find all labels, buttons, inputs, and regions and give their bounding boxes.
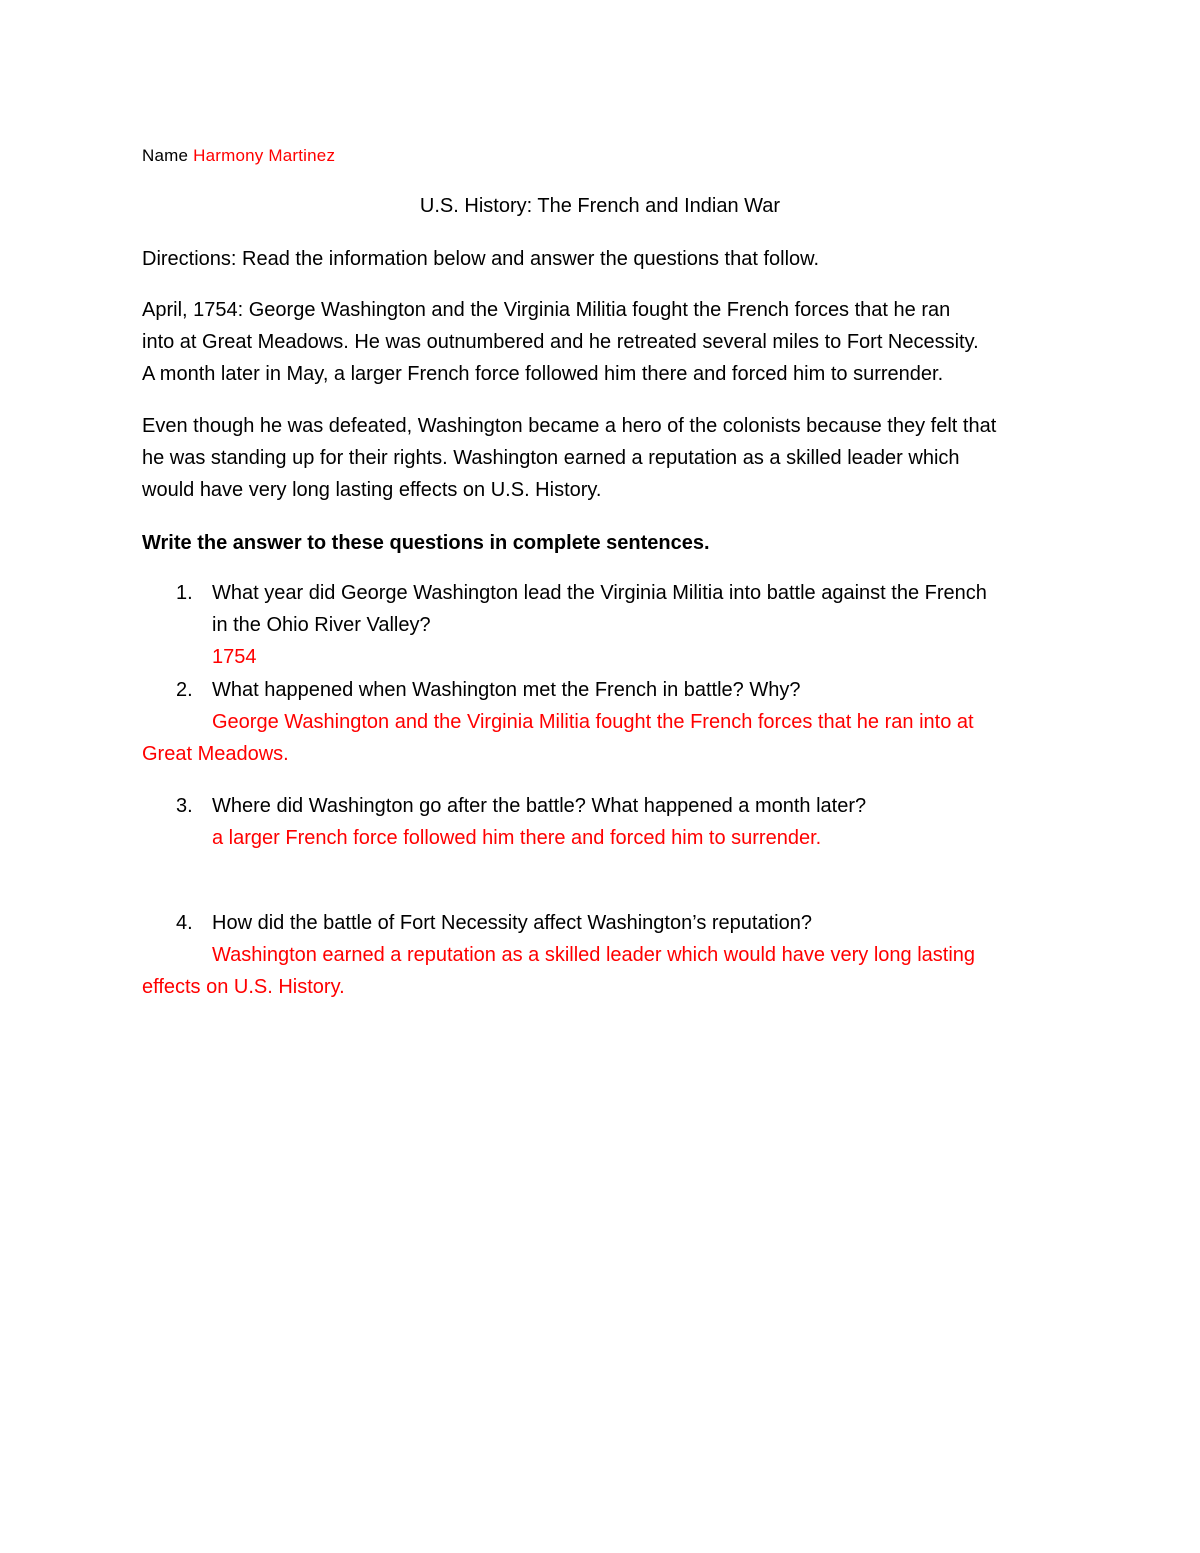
answer-3: a larger French force followed him there and forced him to surrender. (212, 827, 822, 849)
question-4-line-1: How did the battle of Fort Necessity affect Washington’s reputation? (212, 912, 812, 934)
answer-1: 1754 (212, 646, 257, 668)
passage-paragraph-1-line-2: into at Great Meadows. He was outnumbered and he retreated several miles to Fort Necessity. (142, 331, 979, 353)
question-number: 3. (176, 795, 193, 817)
question-number: 1. (176, 582, 193, 604)
passage-paragraph-2-line-1: Even though he was defeated, Washington became a hero of the colonists because they felt that (142, 415, 997, 437)
question-3-line-1: Where did Washington go after the battle? What happened a month later? (212, 795, 867, 817)
student-name: Harmony Martinez (193, 146, 336, 165)
directions: Directions: Read the information below and answer the questions that follow. (142, 248, 820, 270)
name-label: Name (142, 146, 189, 165)
question-1-line-2: in the Ohio River Valley? (212, 614, 431, 636)
answer-4-line-1: Washington earned a reputation as a skilled leader which would have very long lasting (212, 944, 976, 966)
passage-paragraph-1-line-1: April, 1754: George Washington and the Virginia Militia fought the French forces that he ran (142, 299, 951, 321)
question-number: 2. (176, 679, 193, 701)
name-line (142, 140, 335, 172)
passage-paragraph-2-line-3: would have very long lasting effects on U.S. History. (142, 479, 602, 501)
answer-2-line-2: Great Meadows. (142, 743, 289, 765)
passage-paragraph-2-line-2: he was standing up for their rights. Washington earned a reputation as a skilled leader which (142, 447, 960, 469)
document-title: U.S. History: The French and Indian War (419, 195, 781, 217)
answer-2-line-1: George Washington and the Virginia Militia fought the French forces that he ran into at (212, 711, 974, 733)
question-2-line-1: What happened when Washington met the French in battle? Why? (212, 679, 801, 701)
instructions: Write the answer to these questions in complete sentences. (142, 532, 710, 554)
passage-paragraph-1-line-3: A month later in May, a larger French force followed him there and forced him to surrender. (142, 363, 944, 385)
answer-4-line-2: effects on U.S. History. (142, 976, 345, 998)
question-1-line-1: What year did George Washington lead the Virginia Militia into battle against the French (212, 582, 987, 604)
question-number: 4. (176, 912, 193, 934)
